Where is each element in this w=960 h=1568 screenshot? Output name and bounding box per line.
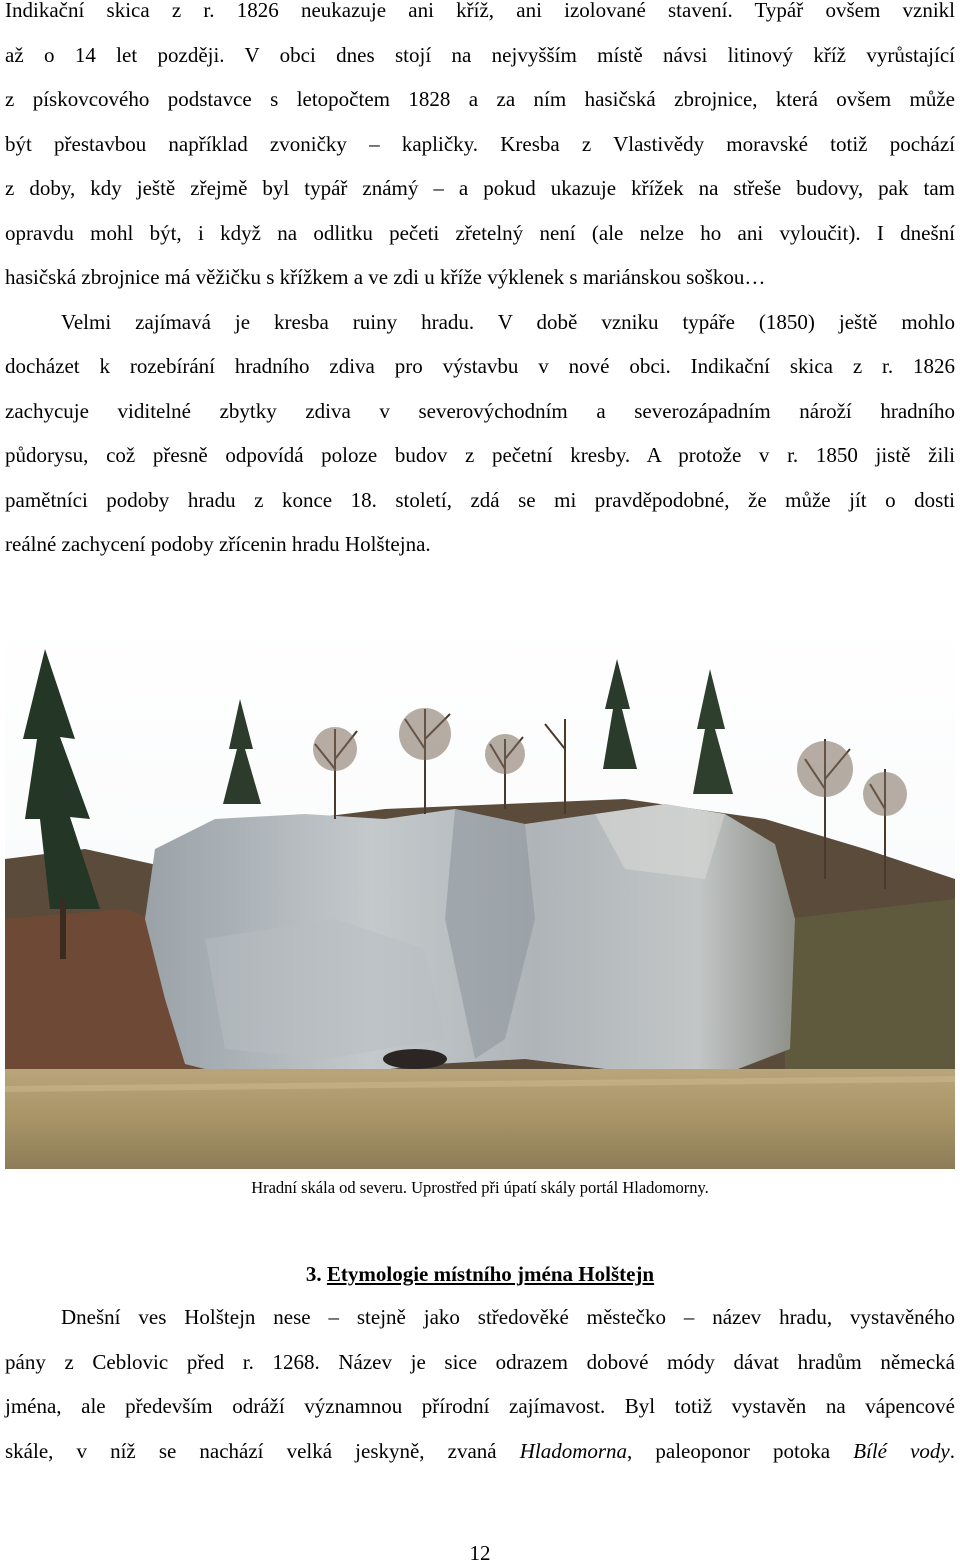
text-line: opravdu mohl být, i když na odlitku pečeti zřetelný není (ale nelze ho ani vyloučit). I dnešní [5, 220, 955, 245]
text-line: Dnešní ves Holštejn nese – stejně jako středověké městečko – název hradu, vystavěného [61, 1305, 955, 1329]
text-segment: skále, v níž se nachází velká jeskyně, zvaná [5, 1438, 520, 1463]
text-line: Indikační skica z r. 1826 neukazuje ani kříž, ani izolované stavení. Typář ovšem vznikl [5, 0, 955, 22]
text-line: pamětníci podoby hradu z konce 18. století, zdá se mi pravděpodobné, že může jít o dosti [5, 487, 955, 512]
photo-caption: Hradní skála od severu. Uprostřed při úpatí skály portál Hladomorny. [251, 1178, 709, 1197]
text-line: jména, ale především odráží významnou přírodní zajímavost. Byl totiž vystavěn na vápencové [5, 1394, 955, 1418]
text-line: z pískovcového podstavce s letopočtem 1828 a za ním hasičská zbrojnice, která ovšem může [5, 87, 955, 111]
text-line: hasičská zbrojnice má věžičku s křížkem a ve zdi u kříže výklenek s mariánskou soškou… [5, 265, 766, 289]
section-title: Etymologie místního jména Holštejn [326, 1262, 655, 1286]
text-segment: , paleoponor potoka [627, 1438, 854, 1463]
text-line: docházet k rozebírání hradního zdiva pro výstavbu v nové obci. Indikační skica z r. 1826 [5, 354, 955, 378]
top-paragraph [5, 0, 955, 567]
text-line: reálné zachycení podoby zřícenin hradu Holštejna. [5, 532, 431, 556]
section-heading [0, 1258, 960, 1290]
page-number: 12 [469, 1541, 491, 1565]
emphasis-hladomorna: Hladomorna [519, 1438, 628, 1463]
text-segment: . [949, 1438, 955, 1463]
bottom-paragraph [5, 1295, 955, 1473]
section-number: 3. [305, 1262, 322, 1286]
text-line: být přestavbou například zvoničky – kapličky. Kresba z Vlastivědy moravské totiž pochází [5, 131, 955, 156]
text-line: z doby, kdy ještě zřejmě byl typář známý – a pokud ukazuje křížek na střeše budovy, pak tam [5, 176, 955, 200]
text-line: zachycuje viditelné zbytky zdiva v severovýchodním a severozápadním nároží hradního [5, 398, 955, 423]
text-line: Velmi zajímavá je kresba ruiny hradu. V době vzniku typáře (1850) ještě mohlo [61, 309, 955, 334]
text-line: pány z Ceblovic před r. 1268. Název je sice odrazem dobové módy dávat hradům německá [5, 1349, 955, 1374]
emphasis-bile-vody: Bílé vody [853, 1438, 950, 1463]
text-line: až o 14 let později. V obci dnes stojí na nejvyšším místě návsi litinový kříž vyrůstající [5, 42, 955, 67]
text-line [5, 1429, 955, 1474]
castle-rock-photo [5, 619, 955, 1169]
text-line: půdorysu, což přesně odpovídá poloze budov z pečetní kresby. A protože v r. 1850 jistě žili [5, 443, 955, 467]
